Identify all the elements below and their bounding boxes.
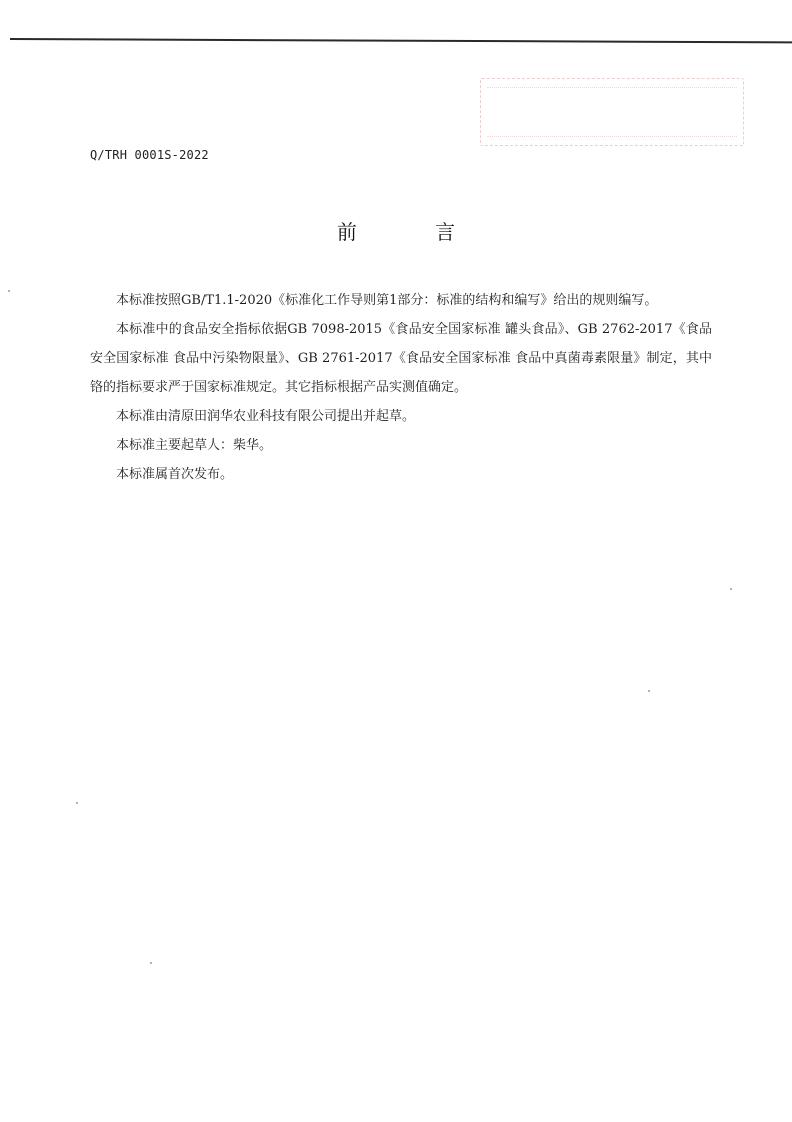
paragraph-drafting-rules: 本标准按照GB/T1.1-2020《标准化工作导则第1部分：标准的结构和编写》给出的规则编写。 [116, 293, 658, 308]
stamp-inner-lines [487, 87, 737, 137]
paragraph-safety-indicators: 本标准中的食品安全指标依据GB 7098-2015《食品安全国家标准 罐头食品》、GB 2762-2017《食品安全国家标准 食品中污染物限量》、GB 2761-2017《食品安全国家标准 食品中真菌毒素限量》制定，其中铬的指标要求严于国家标准规定。其它指标根据产品实测值确定。 [90, 322, 712, 395]
scan-speck [730, 588, 732, 590]
document-code: Q/TRH 0001S-2022 [90, 148, 209, 162]
scan-speck [8, 290, 10, 292]
scan-speck [648, 690, 650, 692]
scan-speck [76, 802, 78, 804]
paragraph-proposer: 本标准由清原田润华农业科技有限公司提出并起草。 [116, 409, 416, 424]
paragraph-drafter: 本标准主要起草人：柴华。 [116, 438, 273, 453]
paragraph-first-release: 本标准属首次发布。 [116, 467, 234, 482]
header-rule [10, 38, 792, 43]
foreword-body [90, 286, 712, 489]
scan-speck [150, 962, 152, 964]
faded-stamp [480, 78, 744, 146]
page-title: 前 言 [336, 220, 492, 244]
